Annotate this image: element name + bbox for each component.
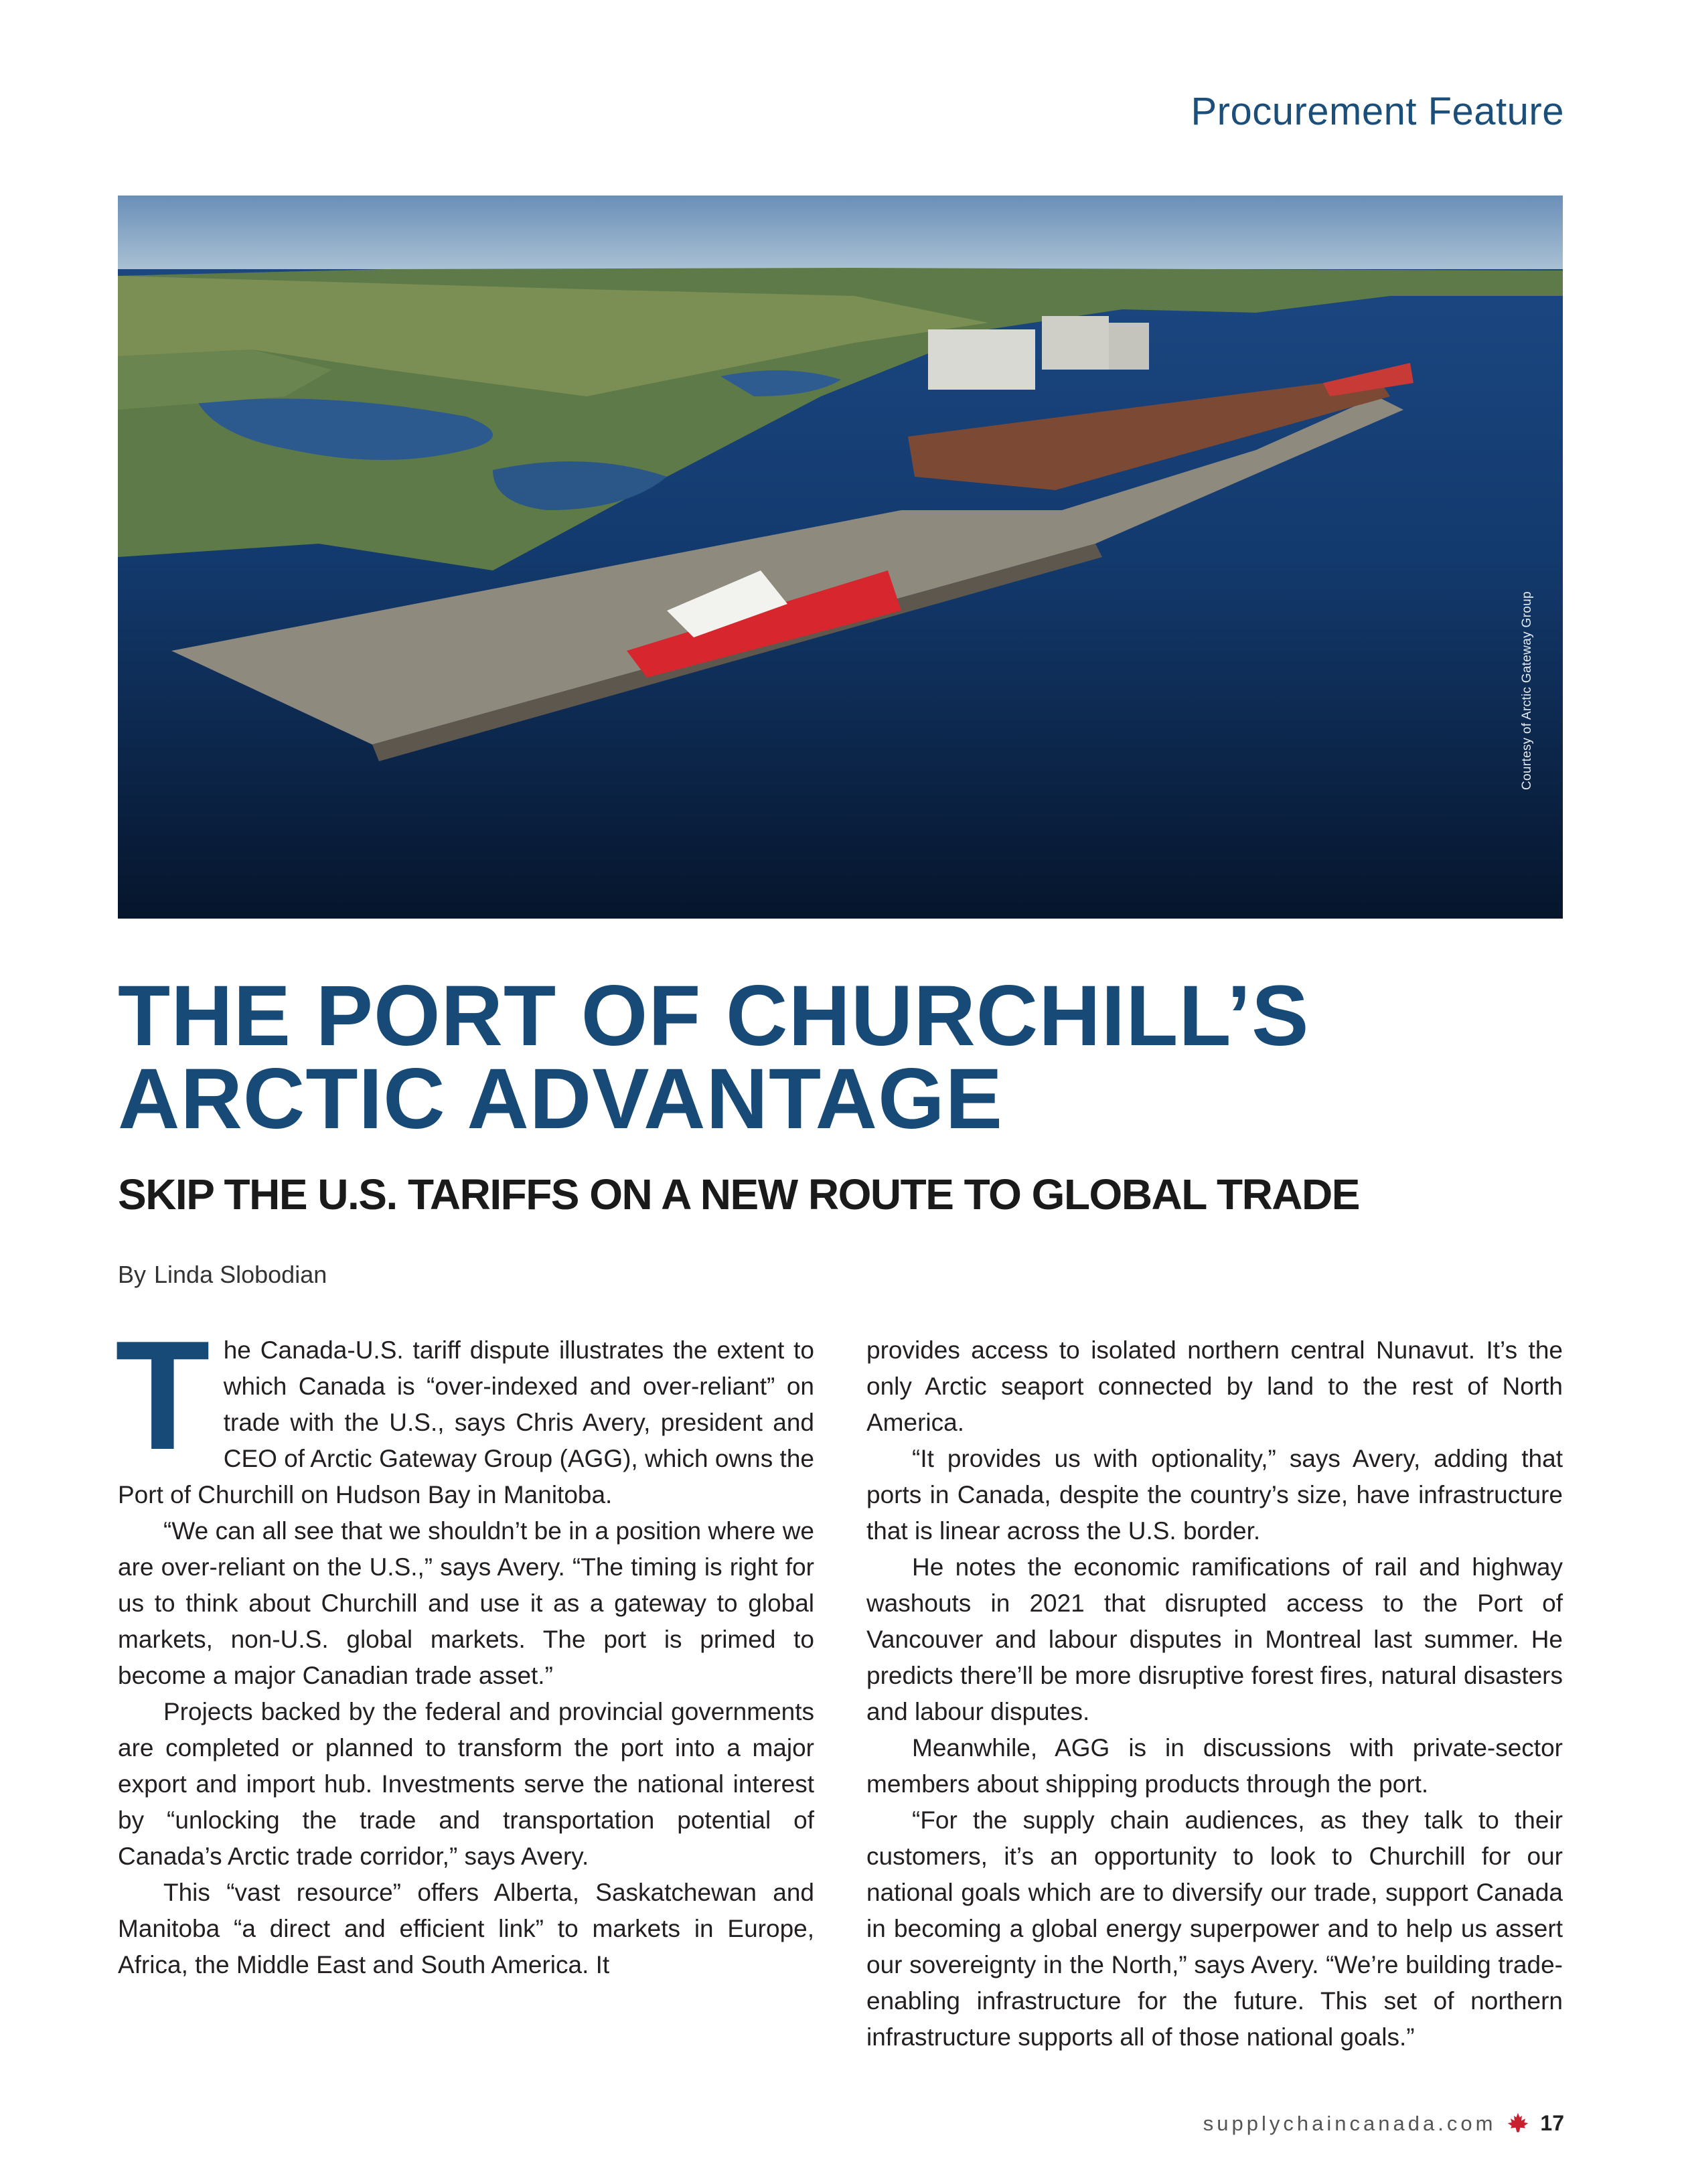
author-name: Linda Slobodian [154, 1261, 327, 1288]
section-label: Procurement Feature [1191, 90, 1564, 133]
article-title: THE PORT OF CHURCHILL’S ARCTIC ADVANTAGE [118, 968, 1310, 1147]
article-column-right [866, 1332, 1563, 2055]
article-subtitle: SKIP THE U.S. TARIFFS ON A NEW ROUTE TO GLOBAL TRADE [118, 1170, 1359, 1219]
port-aerial-illustration [118, 196, 1563, 919]
paragraph: He notes the economic ramifications of rail and highway washouts in 2021 that disrupted access to the Port of Vancouver and labour disputes in Montreal last summer. He predicts there’ll be more disruptive forest fires, natural disasters and labour disputes. [866, 1553, 1563, 1725]
page-footer [1203, 2112, 1564, 2134]
paragraph: “For the supply chain audiences, as they talk to their customers, it’s an opportunity to look to Churchill for our national goals which are to diversify our trade, support Canada in becoming a global energy superpower and to help us assert our sovereignty in the North,” says Avery. “We’re building trade-enabling infrastructure for the future. This set of northern infrastructure supports all of those national goals.” [866, 1806, 1563, 2051]
paragraph: Projects backed by the federal and provincial governments are completed or planned to transform the port into a major export and import hub. Investments serve the national interest by “unlocking the trade and transportation potential of Canada’s Arctic trade corridor,” says Avery. [118, 1698, 814, 1870]
site-url[interactable]: supplychaincanada.com [1203, 2111, 1497, 2135]
paragraph: provides access to isolated northern central Nunavut. It’s the only Arctic seaport connected by land to the rest of North America. [866, 1336, 1563, 1436]
paragraph: “We can all see that we shouldn’t be in a position where we are over-reliant on the U.S.,” says Avery. “The timing is right for us to think about Churchill and use it as a gateway to global markets, non-U.S. global markets. The port is primed to become a major Canadian trade asset.” [118, 1517, 814, 1689]
paragraph: “It provides us with optionality,” says Avery, adding that ports in Canada, despite the country’s size, have infrastructure that is linear across the U.S. border. [866, 1445, 1563, 1545]
port-aerial-photo [118, 196, 1563, 919]
paragraph: This “vast resource” offers Alberta, Saskatchewan and Manitoba “a direct and efficient link” to markets in Europe, Africa, the Middle East and South America. It [118, 1879, 814, 1978]
byline-prefix: By [118, 1261, 147, 1288]
photo-credit: Courtesy of Arctic Gateway Group [1520, 591, 1534, 790]
drop-cap: T [115, 1309, 210, 1482]
page-number: 17 [1540, 2111, 1564, 2135]
article-column-left [115, 1309, 814, 1983]
byline [118, 1263, 327, 1287]
paragraph: The Canada-U.S. tariff dispute illustrates the extent to which Canada is “over-indexed and over-reliant” on trade with the U.S., says Chris Avery, president and CEO of Arctic Gateway Group (AGG), which owns the Port of Churchill on Hudson Bay in Manitoba. [115, 1309, 814, 1508]
maple-leaf-icon [1507, 2112, 1529, 2134]
paragraph: Meanwhile, AGG is in discussions with private-sector members about shipping products through the port. [866, 1734, 1563, 1798]
